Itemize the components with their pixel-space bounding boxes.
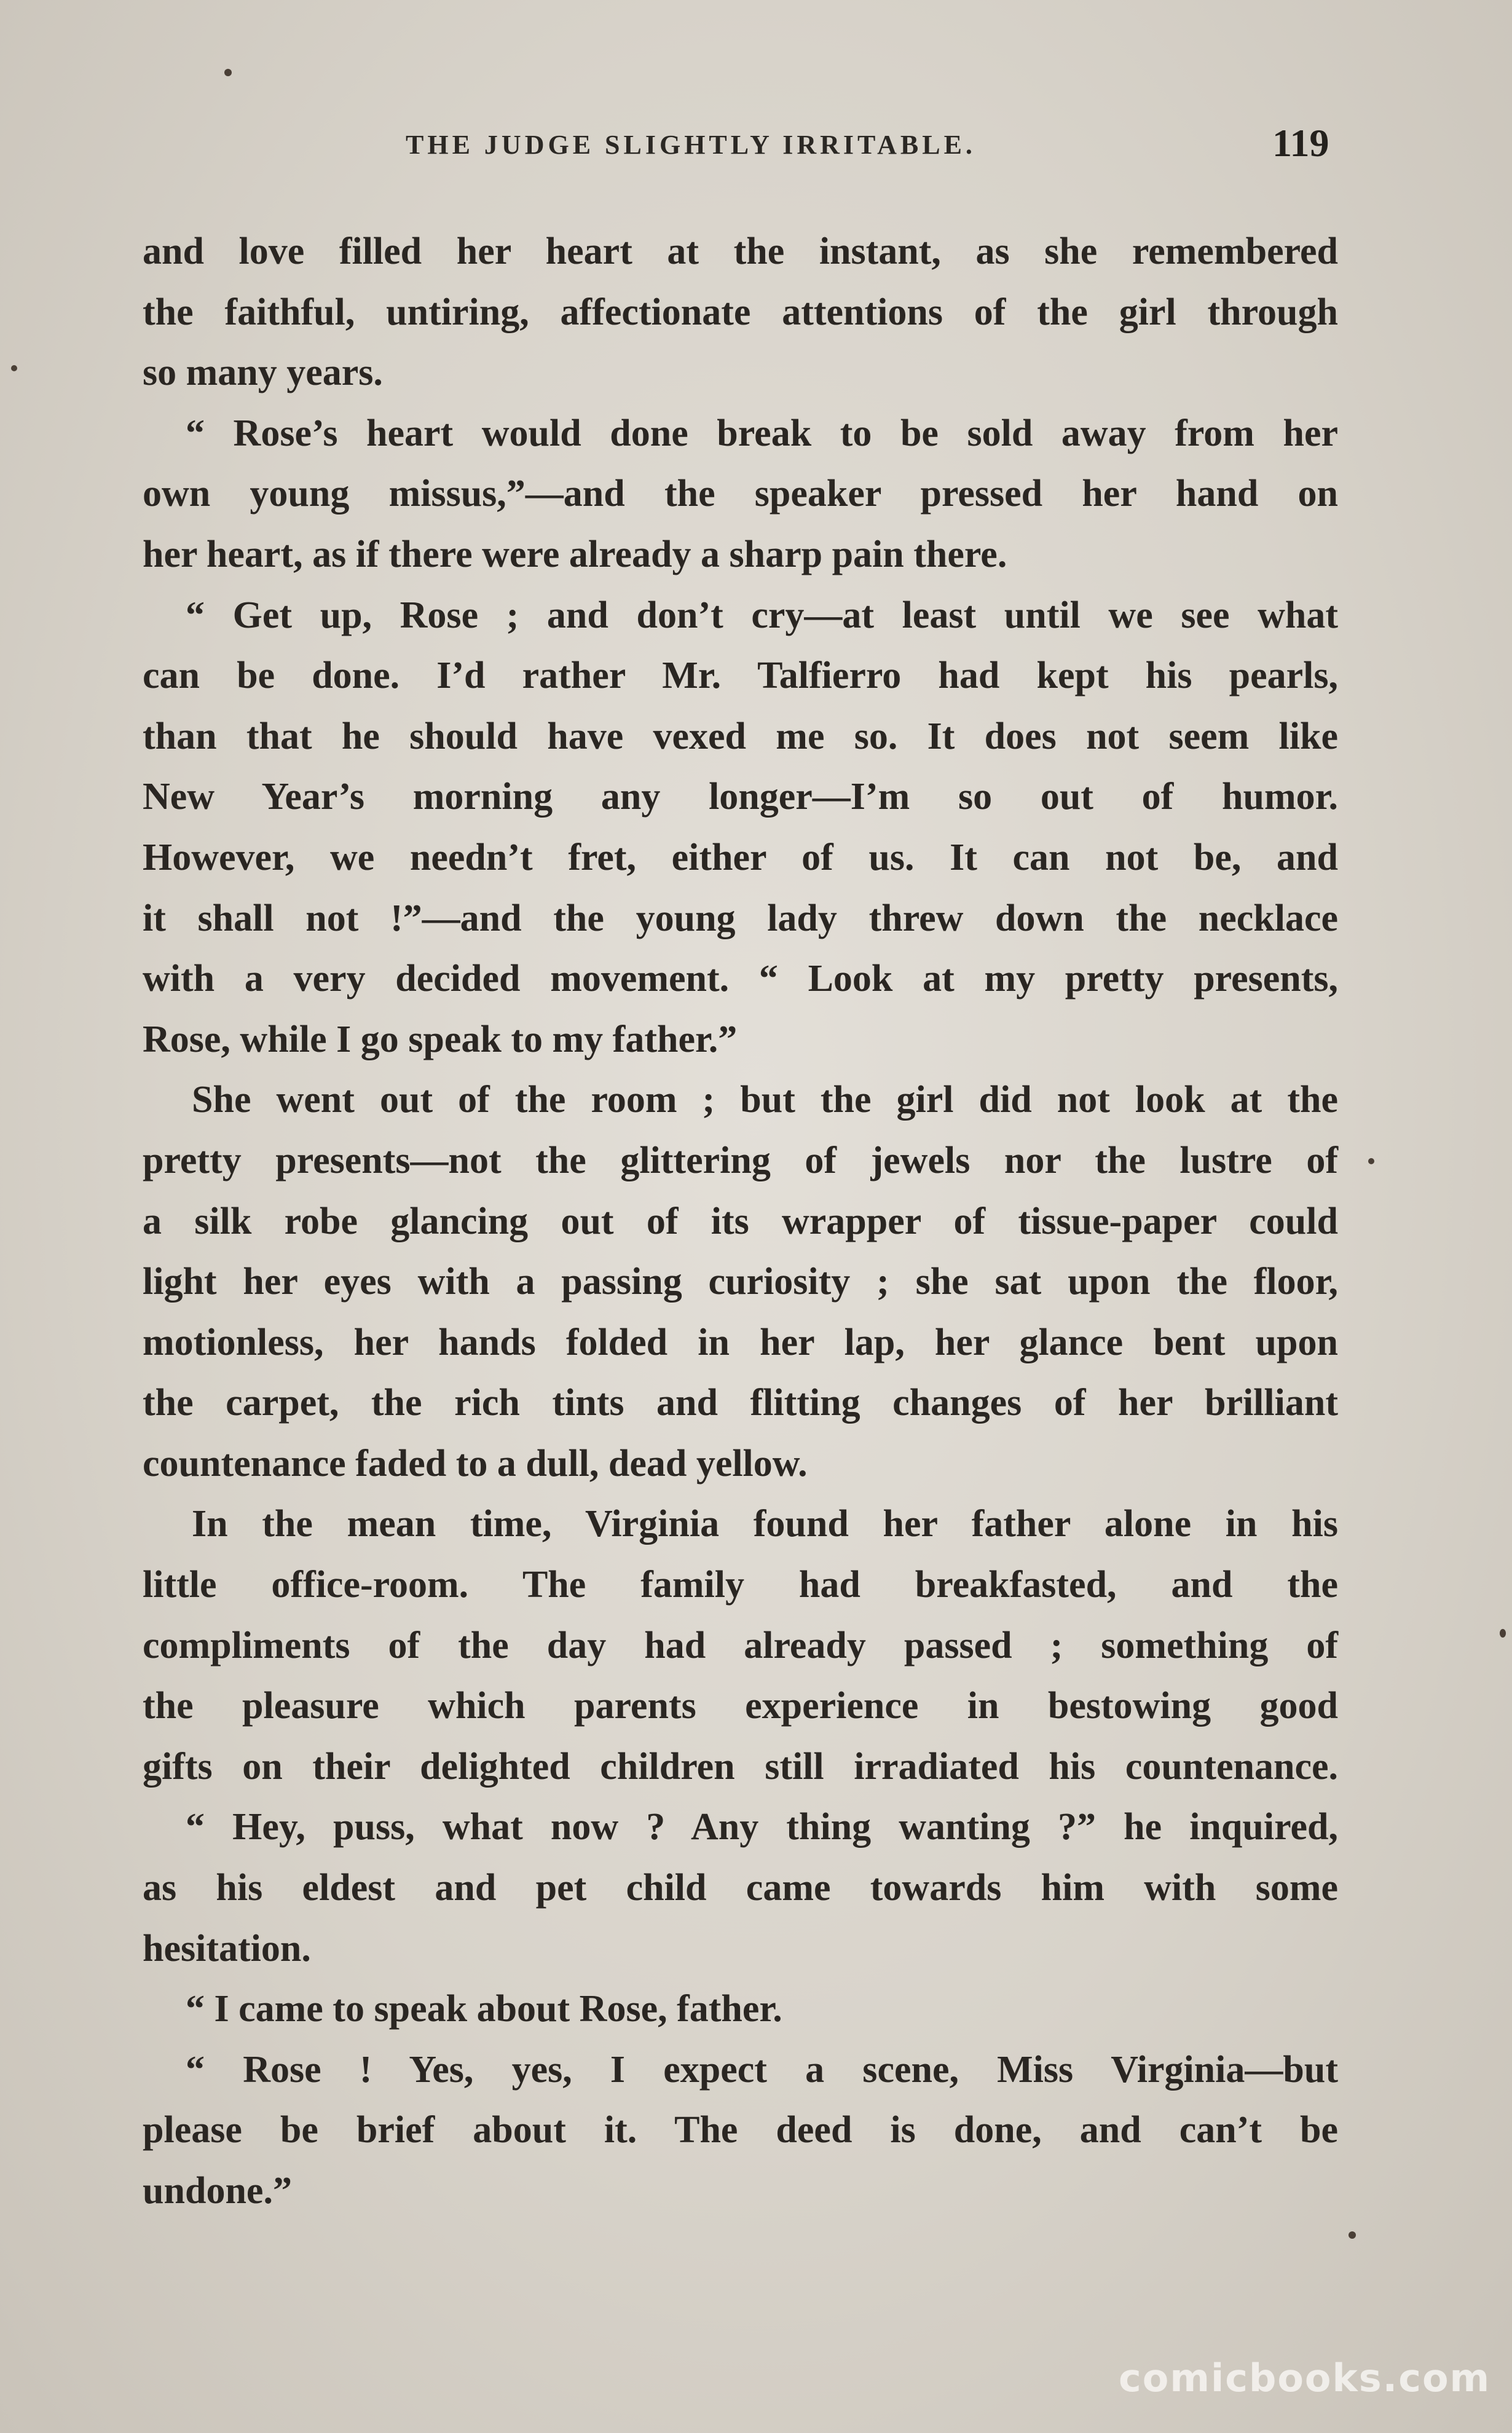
paper-speck [224,69,232,76]
running-head: THE JUDGE SLIGHTLY IRRITABLE. [406,130,976,160]
text-line: the pleasure which parents experience in bestowing good [143,1685,1338,1727]
text-line: as his eldest and pet child came towards him with some [143,1867,1338,1909]
page-number: 119 [1272,121,1329,165]
text-line: “ I came to speak about Rose, father. [186,1988,782,2030]
text-line: “ Hey, puss, what now ? Any thing wanting ?” he inquired, [186,1806,1338,1848]
text-line: New Year’s morning any longer—I’m so out of humor. [143,776,1338,818]
text-line: the faithful, untiring, affectionate attentions of the girl through [143,291,1338,333]
text-line: However, we needn’t fret, either of us. It can not be, and [143,836,1338,878]
text-line: own young missus,”—and the speaker pressed her hand on [143,473,1338,515]
text-line: “ Rose ! Yes, yes, I expect a scene, Miss Virginia—but [186,2048,1338,2091]
text-line: She went out of the room ; but the girl did not look at the [192,1079,1338,1121]
text-line: her heart, as if there were already a sharp pain there. [143,533,1007,575]
text-line: hesitation. [143,1927,311,1970]
text-line: Rose, while I go speak to my father.” [143,1018,738,1060]
text-line: a silk robe glancing out of its wrapper of tissue-paper could [143,1200,1338,1242]
text-line: light her eyes with a passing curiosity ; she sat upon the floor, [143,1261,1338,1303]
text-line: “ Rose’s heart would done break to be sold away from her [186,412,1338,454]
text-line: and love filled her heart at the instant, as she remembered [143,231,1338,272]
text-line: with a very decided movement. “ Look at my pretty presents, [143,958,1338,1000]
text-line: compliments of the day had already passed ; something of [143,1624,1338,1666]
text-line: little office-room. The family had breakfasted, and the [143,1564,1338,1606]
text-line: so many years. [143,352,383,394]
text-line: can be done. I’d rather Mr. Talfierro had kept his pearls, [143,655,1338,697]
text-line: than that he should have vexed me so. It does not seem like [143,715,1338,757]
text-line: gifts on their delighted children still irradiated his countenance. [143,1745,1338,1788]
watermark: comicbooks.com [1119,2356,1491,2400]
text-line: please be brief about it. The deed is done, and can’t be [143,2109,1338,2151]
text-line: motionless, her hands folded in her lap, her glance bent upon [143,1321,1338,1363]
paper-speck [1500,1629,1506,1638]
text-line: it shall not !”—and the young lady threw down the necklace [143,897,1338,939]
text-line: the carpet, the rich tints and flitting changes of her brilliant [143,1382,1338,1424]
text-line: undone.” [143,2170,292,2212]
text-line: In the mean time, Virginia found her father alone in his [192,1503,1338,1545]
paper-speck [11,365,17,371]
text-line: “ Get up, Rose ; and don’t cry—at least until we see what [186,594,1338,636]
paper-speck [1349,2231,1356,2239]
text-line: countenance faded to a dull, dead yellow. [143,1442,808,1485]
body-text [143,221,1338,2222]
text-line: pretty presents—not the glittering of jewels nor the lustre of [143,1139,1338,1181]
paper-speck [1368,1158,1374,1164]
